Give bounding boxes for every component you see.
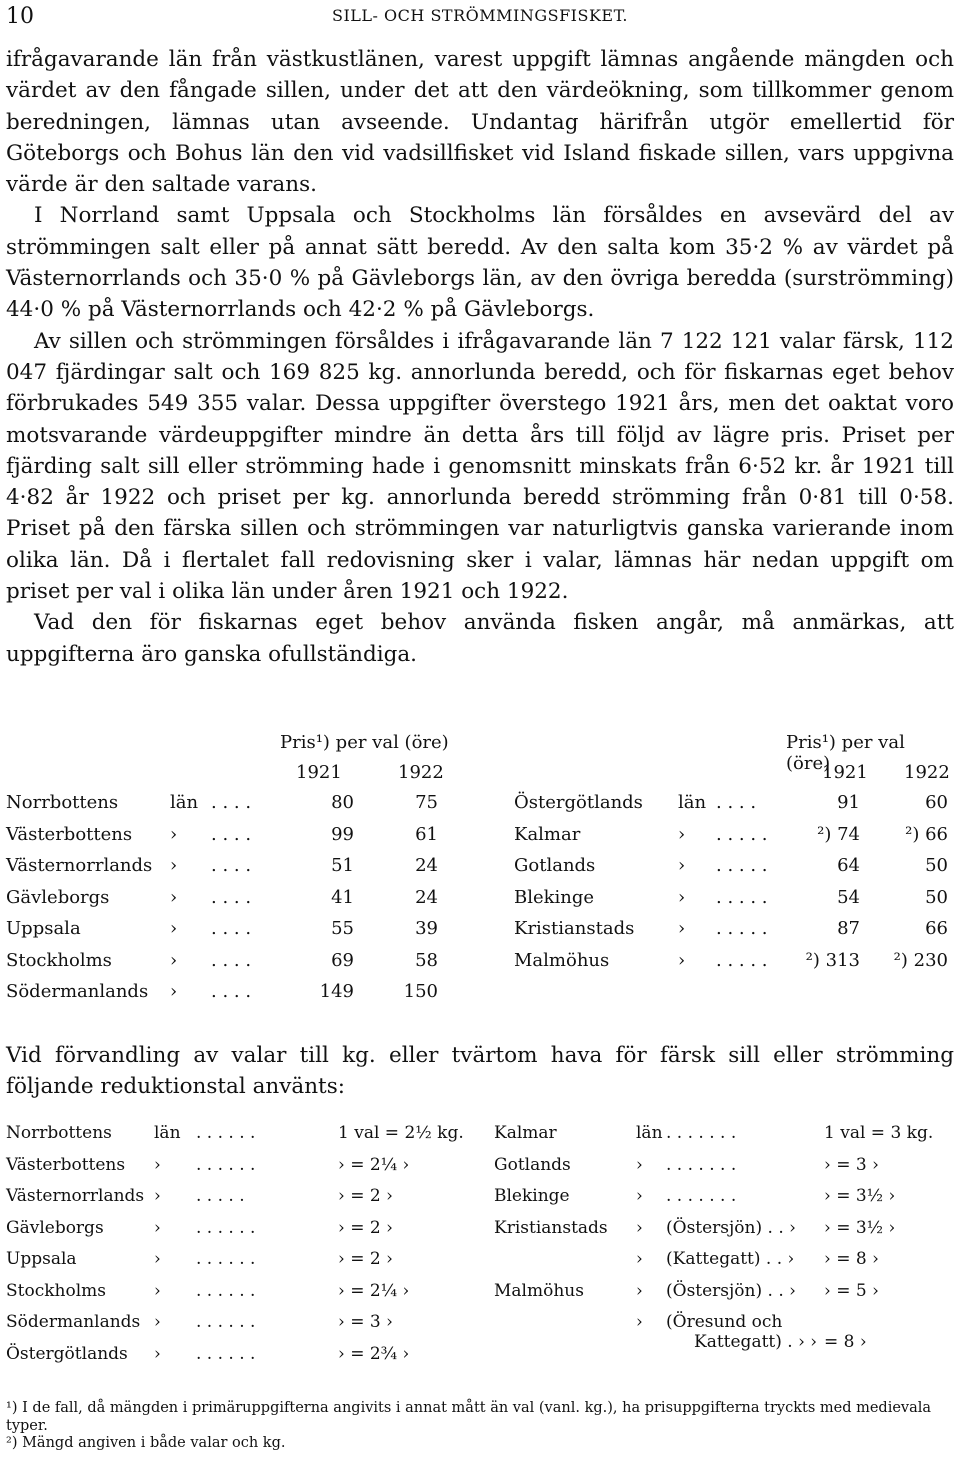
county-name: Stockholms [6,1280,106,1301]
price-1922: 24 [415,855,438,876]
detail: Kattegatt) . › › [694,1331,818,1352]
county-name: Östergötlands [514,792,643,813]
county-mark: › [170,918,178,939]
conversion-factor: › = 5 › [824,1280,879,1301]
conversion-row-right [6,1186,954,1218]
leader-dots: . . . . [211,792,252,813]
price-row-right [6,950,954,980]
county-name: Malmöhus [494,1280,584,1301]
county-mark: län [154,1123,181,1143]
running-title: SILL- OCH STRÖMMINGSFISKET. [332,6,628,25]
leader-dots: . . . . [211,886,252,908]
page-header [6,4,954,32]
county-name: Södermanlands [6,1312,141,1332]
year-1921-right: 1921 [822,762,868,783]
page-number: 10 [6,4,34,29]
price-1922: 75 [415,792,438,813]
price-1921: ²) 74 [817,823,860,845]
price-1921: 41 [331,886,354,908]
county-mark: › [154,1312,161,1332]
paragraph-1: ifrågavarande län från västkustlänen, varest uppgift lämnas angående mängden och värdet av den fångade sillen, under det att den värdeökning, som tillkommer genom beredningen, lämnas utan avseende. Undantag härifrån utgör emellertid för Göteborgs och Bohus län den vid vadsillfisket vid Island fiskade sillen, vars uppgivna värde är den saltade varans. [6,47,954,198]
county-mark: län [170,792,199,813]
conversion-factor: › = 2¾ › [338,1343,410,1364]
county-name: Västerbottens [6,1154,126,1175]
county-mark: › [678,855,686,876]
price-1921: 149 [319,981,354,1002]
county-mark: › [636,1154,643,1175]
detail: (Östersjön) . . › [666,1217,796,1238]
leader-dots: . . . . . . [196,1154,256,1175]
county-mark: › [636,1249,643,1269]
conversion-row-right [6,1155,954,1187]
conversion-factor: › = 3½ › [824,1186,896,1206]
county-name: Malmöhus [514,949,610,971]
conversion-factor: = 8 › [824,1331,867,1352]
conversion-factor: 1 val = 3 kg. [824,1123,934,1143]
price-row-right [6,792,954,822]
price-1922: 50 [925,886,948,908]
paragraph-4: Vad den för fiskarnas eget behov använda fisken angår, må anmärkas, att uppgifterna äro ganska ofullständiga. [6,610,954,667]
leader-dots: . . . . . . [196,1123,256,1143]
county-mark: › [636,1217,643,1238]
leader-dots: . . . . . . [196,1312,256,1332]
leader-dots: . . . . . [716,918,768,939]
price-1921: ²) 313 [805,949,860,971]
county-mark: › [678,918,686,939]
conversion-factor: › = 3½ › [824,1217,896,1238]
detail: (Öresund och [666,1312,783,1332]
county-name: Kalmar [494,1123,557,1143]
county-mark: › [154,1217,161,1238]
county-mark: › [678,823,686,845]
footnote-2: ²) Mängd angiven i både valar och kg. [6,1435,286,1451]
detail: (Östersjön) . . › [666,1280,796,1301]
leader-dots: . . . . [211,823,252,845]
price-1921: 80 [331,792,354,813]
conversion-factor: › = 2 › [338,1186,393,1206]
county-mark: › [154,1343,161,1364]
leader-dots: . . . . . [716,855,768,876]
leader-dots: . . . . . . [196,1249,256,1269]
conversion-factor: › = 2 › [338,1249,393,1269]
detail: (Kattegatt) . . › [666,1249,795,1269]
county-name: Gotlands [514,855,596,876]
leader-dots: . . . . . . [196,1280,256,1301]
price-1921: 51 [331,855,354,876]
county-mark: › [170,886,178,908]
price-1921: 54 [837,886,860,908]
year-1922-left: 1922 [398,762,444,783]
county-name: Kristianstads [514,918,635,939]
county-name: Norrbottens [6,792,119,813]
price-row-left [6,981,954,1011]
county-mark: › [678,886,686,908]
price-1922: 58 [415,949,438,971]
county-mark: › [154,1154,161,1175]
county-name: Södermanlands [6,981,149,1002]
county-name: Uppsala [6,1249,77,1269]
paragraph-3: Av sillen och strömmingen försåldes i ifrågavarande län 7 122 121 valar färsk, 112 047 fjärdingar salt och 169 825 kg. annorlunda beredd, och för fiskarnas eget behov förbrukades 549 355 valar. Dessa uppgifter överstego 1921 års, men det oaktat voro motsvarande värdeuppgifter mindre än detta års till följd av lägre pris. Priset per fjärding salt sill eller strömming hade i genomsnitt minskats från 6·52 kr. år 1921 till 4·82 år 1922 och priset per kg. annorlunda beredd strömming från 0·81 till 0·58. Priset på den färska sillen och strömmingen var naturligtvis ganska varierande inom olika län. Då i flertalet fall redovisning sker i valar, lämnas här nedan uppgift om priset per val i olika län under åren 1921 och 1922. [6,328,954,605]
county-name: Östergötlands [6,1343,128,1364]
county-mark: › [678,949,686,971]
leader-dots: . . . . [211,981,252,1002]
county-mark: › [154,1280,161,1301]
county-mark: › [170,981,178,1002]
conversion-factor: › = 2¼ › [338,1154,410,1175]
detail: . . . . . . . [666,1186,737,1206]
county-name: Gotlands [494,1154,571,1175]
county-mark: › [170,823,178,845]
price-row-right [6,887,954,917]
footnotes [6,1400,954,1453]
leader-dots: . . . . . [716,886,768,908]
year-1922-right: 1922 [904,762,950,783]
price-1922: 60 [925,792,948,813]
conversion-factor: › = 2 › [338,1217,393,1238]
conversion-row-right [6,1249,954,1281]
leader-dots: . . . . [211,918,252,939]
county-mark: › [154,1249,161,1269]
conversion-row-right [6,1332,954,1364]
county-mark: › [636,1186,643,1206]
price-1922: 39 [415,918,438,939]
price-1922: 24 [415,886,438,908]
county-name: Gävleborgs [6,1217,104,1238]
conversion-factor: › = 3 › [824,1154,879,1175]
price-1922: 50 [925,855,948,876]
price-1921: 55 [331,918,354,939]
county-name: Uppsala [6,918,81,939]
price-row-right [6,855,954,885]
price-row-right [6,918,954,948]
conversion-row-right [6,1123,954,1155]
conversion-factor: › = 3 › [338,1312,393,1332]
price-1921: 99 [331,823,354,845]
county-mark: › [636,1312,643,1332]
price-row-right [6,824,954,854]
county-name: Västernorrlands [6,1186,145,1206]
leader-dots: . . . . [211,949,252,971]
conversion-factor: 1 val = 2½ kg. [338,1123,464,1143]
price-1921: 91 [837,792,860,813]
leader-dots: . . . . . [196,1186,245,1206]
price-1922: 150 [403,981,438,1002]
paragraph-2: I Norrland samt Uppsala och Stockholms län försåldes en avsevärd del av strömmingen salt eller på annat sätt beredd. Av den salta kom 35·2 % av värdet på Västernorrlands och 35·0 % på Gävleborgs län, av den övriga beredda (surströmming) 44·0 % på Västernorrlands och 42·2 % på Gävleborgs. [6,203,954,323]
county-name: Norrbottens [6,1123,112,1143]
price-1921: 87 [837,918,860,939]
price-1922: 61 [415,823,438,845]
county-mark: › [636,1280,643,1301]
county-mark: › [154,1186,161,1206]
county-name: Kristianstads [494,1217,608,1238]
county-name: Stockholms [6,949,112,971]
leader-dots: . . . . . [716,949,768,971]
footnote-1: ¹) I de fall, då mängden i primäruppgifterna angivits i annat mått än val (vanl. kg.), ha prisuppgifterna tryckts med medievala typer. [6,1400,932,1434]
detail: . . . . . . . [666,1154,737,1175]
price-1922: ²) 66 [905,823,948,845]
price-header-right: Pris¹) per val (öre) [786,732,905,774]
price-header-left: Pris¹) per val (öre) [280,732,449,753]
leader-dots: . . . . . . [196,1217,256,1238]
price-1921: 64 [837,855,860,876]
price-1922: 66 [925,918,948,939]
year-1921-left: 1921 [296,762,342,783]
county-mark: län [636,1123,663,1143]
leader-dots: . . . . [211,855,252,876]
conversion-factor: › = 2¼ › [338,1280,410,1301]
detail: . . . . . . . [666,1123,737,1143]
county-name: Kalmar [514,823,581,845]
county-name: Blekinge [494,1186,570,1206]
price-1921: 69 [331,949,354,971]
price-1922: ²) 230 [893,949,948,971]
county-name: Västernorrlands [6,855,153,876]
county-name: Västerbottens [6,823,133,845]
conversion-factor: › = 8 › [824,1249,879,1269]
conversion-intro: Vid förvandling av valar till kg. eller tvärtom hava för färsk sill eller strömming följande reduktionstal använts: [6,1043,954,1100]
leader-dots: . . . . . [716,823,768,845]
body-text [6,44,954,670]
conversion-row-right [6,1218,954,1250]
county-name: Gävleborgs [6,886,110,908]
leader-dots: . . . . . . [196,1343,256,1364]
county-mark: › [170,949,178,971]
leader-dots: . . . . [716,792,757,813]
conversion-row-right [6,1281,954,1313]
county-name: Blekinge [514,886,595,908]
county-mark: län [678,792,707,813]
county-mark: › [170,855,178,876]
